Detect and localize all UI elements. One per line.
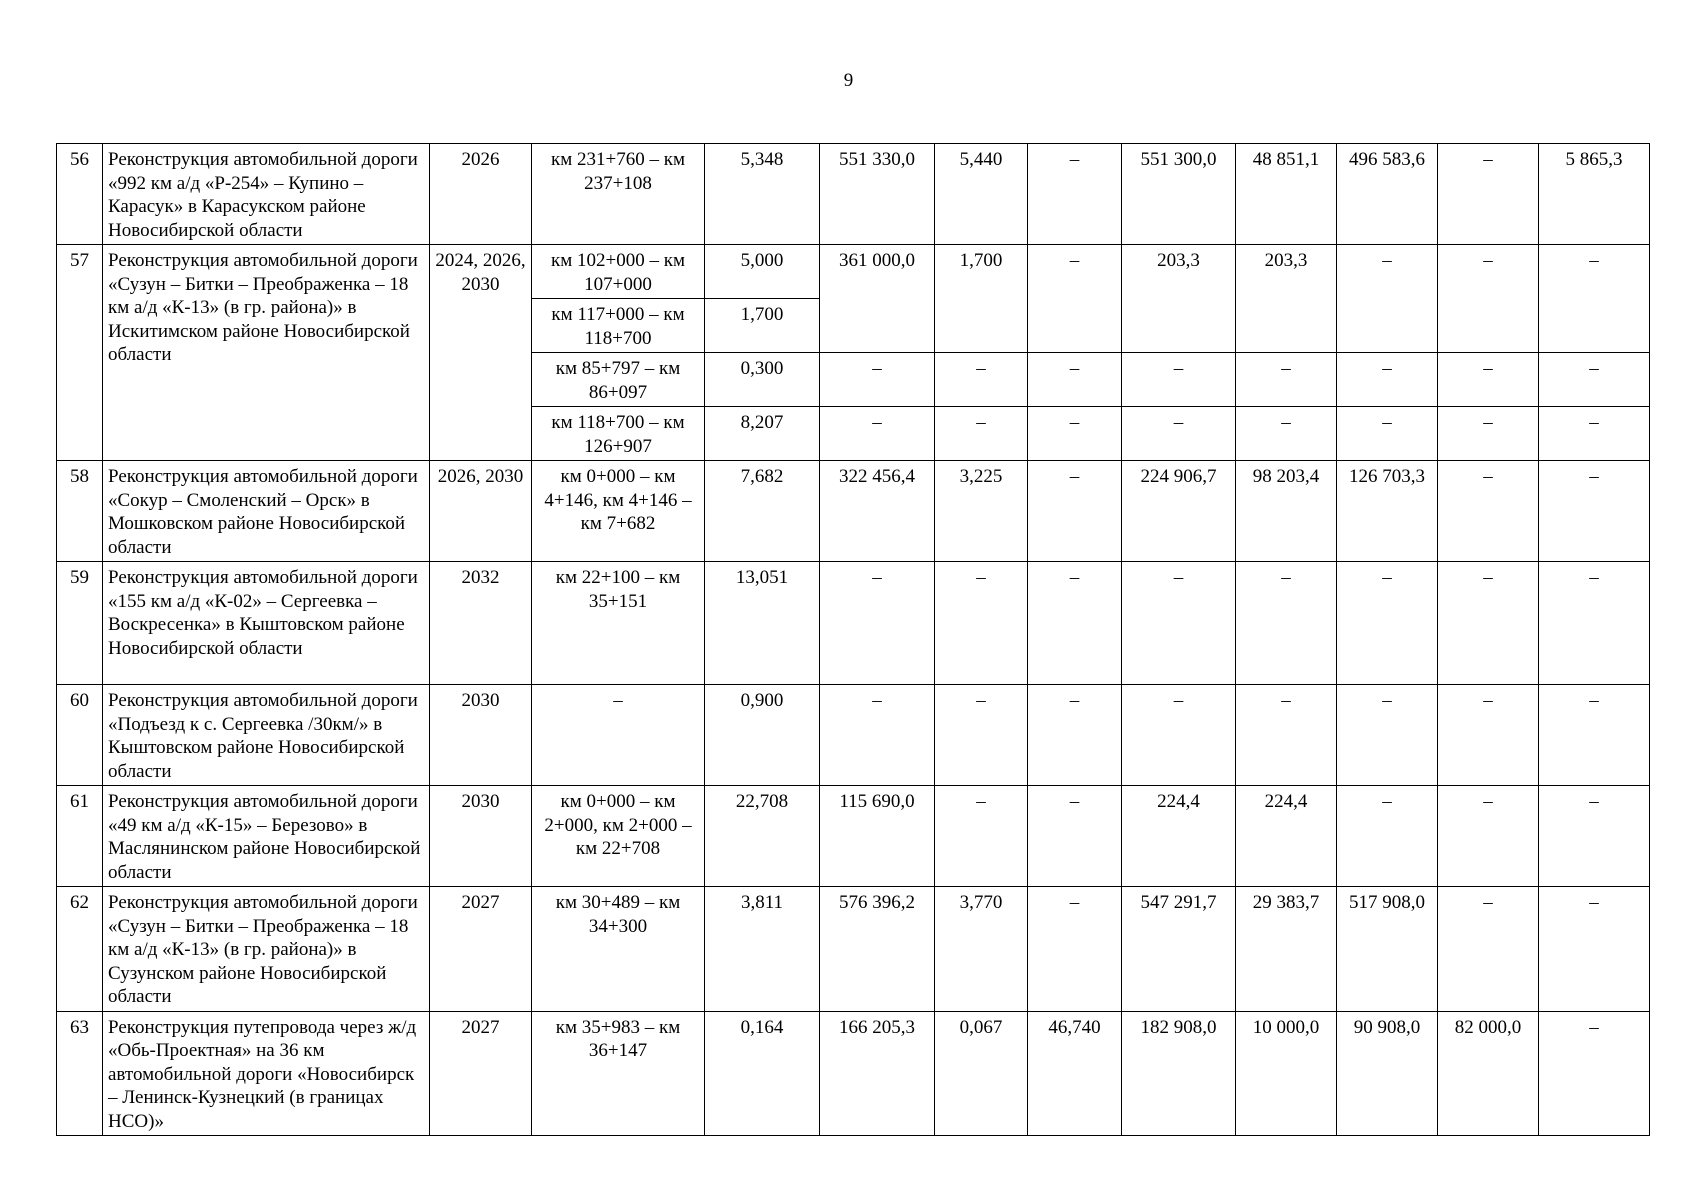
- row-number: 62: [57, 887, 103, 1012]
- value-cell: –: [1028, 461, 1122, 562]
- value-cell: 5,440: [935, 144, 1028, 245]
- value-cell: –: [1028, 407, 1122, 461]
- km-cell: км 0+000 – км 2+000, км 2+000 – км 22+708: [532, 786, 705, 887]
- value-cell: –: [1236, 685, 1337, 786]
- value-cell: –: [935, 353, 1028, 407]
- value-cell: –: [1028, 562, 1122, 685]
- value-cell: –: [1028, 245, 1122, 353]
- table-row: [57, 1011, 1650, 1136]
- value-cell: –: [1122, 685, 1236, 786]
- km-cell: км 30+489 – км 34+300: [532, 887, 705, 1012]
- years-cell: 2027: [430, 887, 532, 1012]
- km-cell: км 22+100 – км 35+151: [532, 562, 705, 685]
- years-cell: 2030: [430, 685, 532, 786]
- value-cell: –: [1236, 562, 1337, 685]
- value-cell: –: [1539, 407, 1650, 461]
- table-row: [57, 461, 1650, 562]
- years-cell: 2027: [430, 1011, 532, 1136]
- value-cell: –: [1028, 887, 1122, 1012]
- page-number: 9: [843, 70, 854, 91]
- value-cell: –: [1539, 245, 1650, 353]
- row-number: 57: [57, 245, 103, 461]
- value-cell: 90 908,0: [1337, 1011, 1438, 1136]
- value-cell: –: [1122, 353, 1236, 407]
- length-cell: 13,051: [705, 562, 820, 685]
- row-number: 60: [57, 685, 103, 786]
- value-cell: 29 383,7: [1236, 887, 1337, 1012]
- value-cell: 224,4: [1236, 786, 1337, 887]
- value-cell: –: [1028, 786, 1122, 887]
- value-cell: –: [1539, 786, 1650, 887]
- years-cell: 2026: [430, 144, 532, 245]
- value-cell: 203,3: [1236, 245, 1337, 353]
- value-cell: 3,770: [935, 887, 1028, 1012]
- value-cell: –: [1337, 353, 1438, 407]
- value-cell: 98 203,4: [1236, 461, 1337, 562]
- length-cell: 0,300: [705, 353, 820, 407]
- years-cell: 2026, 2030: [430, 461, 532, 562]
- value-cell: –: [935, 685, 1028, 786]
- value-cell: 0,067: [935, 1011, 1028, 1136]
- km-cell: –: [532, 685, 705, 786]
- value-cell: –: [1438, 245, 1539, 353]
- row-number: 61: [57, 786, 103, 887]
- value-cell: 182 908,0: [1122, 1011, 1236, 1136]
- value-cell: –: [1438, 461, 1539, 562]
- value-cell: –: [1539, 685, 1650, 786]
- value-cell: –: [1438, 562, 1539, 685]
- table-row: [57, 562, 1650, 685]
- project-name: Реконструкция автомобильной дороги «992 км а/д «Р-254» – Купино – Карасук» в Карасукском районе Новосибирской области: [103, 144, 430, 245]
- length-cell: 0,164: [705, 1011, 820, 1136]
- table-row: [57, 685, 1650, 786]
- length-cell: 0,900: [705, 685, 820, 786]
- value-cell: –: [1539, 353, 1650, 407]
- value-cell: –: [1438, 786, 1539, 887]
- value-cell: –: [935, 786, 1028, 887]
- value-cell: 115 690,0: [820, 786, 935, 887]
- value-cell: –: [1028, 685, 1122, 786]
- value-cell: 10 000,0: [1236, 1011, 1337, 1136]
- value-cell: 5 865,3: [1539, 144, 1650, 245]
- row-number: 56: [57, 144, 103, 245]
- value-cell: –: [935, 562, 1028, 685]
- value-cell: –: [1539, 461, 1650, 562]
- value-cell: –: [820, 407, 935, 461]
- value-cell: 166 205,3: [820, 1011, 935, 1136]
- value-cell: 224,4: [1122, 786, 1236, 887]
- value-cell: 496 583,6: [1337, 144, 1438, 245]
- value-cell: –: [1438, 407, 1539, 461]
- value-cell: –: [1337, 245, 1438, 353]
- km-cell: км 85+797 – км 86+097: [532, 353, 705, 407]
- length-cell: 5,000: [705, 245, 820, 299]
- length-cell: 8,207: [705, 407, 820, 461]
- value-cell: –: [1539, 1011, 1650, 1136]
- km-cell: км 231+760 – км 237+108: [532, 144, 705, 245]
- length-cell: 3,811: [705, 887, 820, 1012]
- value-cell: 82 000,0: [1438, 1011, 1539, 1136]
- project-name: Реконструкция автомобильной дороги «Сузун – Битки – Преображенка – 18 км а/д «К-13» (в гр. района)» в Искитимском районе Новосибирской области: [103, 245, 430, 461]
- value-cell: –: [1236, 353, 1337, 407]
- project-name: Реконструкция автомобильной дороги «155 км а/д «К-02» – Сергеевка – Воскресенка» в Кыштовском районе Новосибирской области: [103, 562, 430, 685]
- km-cell: км 117+000 – км 118+700: [532, 299, 705, 353]
- project-name: Реконструкция автомобильной дороги «49 км а/д «К-15» – Березово» в Маслянинском районе Новосибирской области: [103, 786, 430, 887]
- value-cell: 126 703,3: [1337, 461, 1438, 562]
- value-cell: –: [820, 562, 935, 685]
- row-number: 63: [57, 1011, 103, 1136]
- roads-table: [56, 143, 1650, 1136]
- years-cell: 2032: [430, 562, 532, 685]
- project-name: Реконструкция автомобильной дороги «Сокур – Смоленский – Орск» в Мошковском районе Новосибирской области: [103, 461, 430, 562]
- value-cell: 576 396,2: [820, 887, 935, 1012]
- value-cell: –: [820, 353, 935, 407]
- value-cell: –: [1438, 353, 1539, 407]
- km-cell: км 102+000 – км 107+000: [532, 245, 705, 299]
- km-cell: км 118+700 – км 126+907: [532, 407, 705, 461]
- value-cell: 551 300,0: [1122, 144, 1236, 245]
- value-cell: –: [820, 685, 935, 786]
- value-cell: –: [1236, 407, 1337, 461]
- value-cell: –: [935, 407, 1028, 461]
- table-row: [57, 144, 1650, 245]
- value-cell: –: [1337, 786, 1438, 887]
- value-cell: 547 291,7: [1122, 887, 1236, 1012]
- length-cell: 22,708: [705, 786, 820, 887]
- value-cell: –: [1539, 562, 1650, 685]
- project-name: Реконструкция путепровода через ж/д «Обь-Проектная» на 36 км автомобильной дороги «Новосибирск – Ленинск-Кузнецкий (в границах НСО)»: [103, 1011, 430, 1136]
- km-cell: км 35+983 – км 36+147: [532, 1011, 705, 1136]
- length-cell: 5,348: [705, 144, 820, 245]
- value-cell: –: [1337, 407, 1438, 461]
- value-cell: –: [1438, 685, 1539, 786]
- value-cell: 361 000,0: [820, 245, 935, 353]
- value-cell: –: [1438, 144, 1539, 245]
- project-name: Реконструкция автомобильной дороги «Сузун – Битки – Преображенка – 18 км а/д «К-13» (в гр. района)» в Сузунском районе Новосибирской области: [103, 887, 430, 1012]
- value-cell: 551 330,0: [820, 144, 935, 245]
- value-cell: –: [1539, 887, 1650, 1012]
- value-cell: 48 851,1: [1236, 144, 1337, 245]
- project-name: Реконструкция автомобильной дороги «Подъезд к с. Сергеевка /30км/» в Кыштовском районе Новосибирской области: [103, 685, 430, 786]
- table-row: [57, 786, 1650, 887]
- length-cell: 7,682: [705, 461, 820, 562]
- value-cell: 203,3: [1122, 245, 1236, 353]
- value-cell: –: [1337, 562, 1438, 685]
- row-number: 59: [57, 562, 103, 685]
- value-cell: –: [1028, 144, 1122, 245]
- value-cell: –: [1028, 353, 1122, 407]
- table-row: [57, 887, 1650, 1012]
- years-cell: 2030: [430, 786, 532, 887]
- value-cell: 517 908,0: [1337, 887, 1438, 1012]
- value-cell: 3,225: [935, 461, 1028, 562]
- table-row: [57, 245, 1650, 299]
- years-cell: 2024, 2026, 2030: [430, 245, 532, 461]
- length-cell: 1,700: [705, 299, 820, 353]
- value-cell: 46,740: [1028, 1011, 1122, 1136]
- value-cell: –: [1337, 685, 1438, 786]
- row-number: 58: [57, 461, 103, 562]
- value-cell: –: [1122, 562, 1236, 685]
- value-cell: 1,700: [935, 245, 1028, 353]
- value-cell: 224 906,7: [1122, 461, 1236, 562]
- value-cell: 322 456,4: [820, 461, 935, 562]
- value-cell: –: [1122, 407, 1236, 461]
- value-cell: –: [1438, 887, 1539, 1012]
- km-cell: км 0+000 – км 4+146, км 4+146 – км 7+682: [532, 461, 705, 562]
